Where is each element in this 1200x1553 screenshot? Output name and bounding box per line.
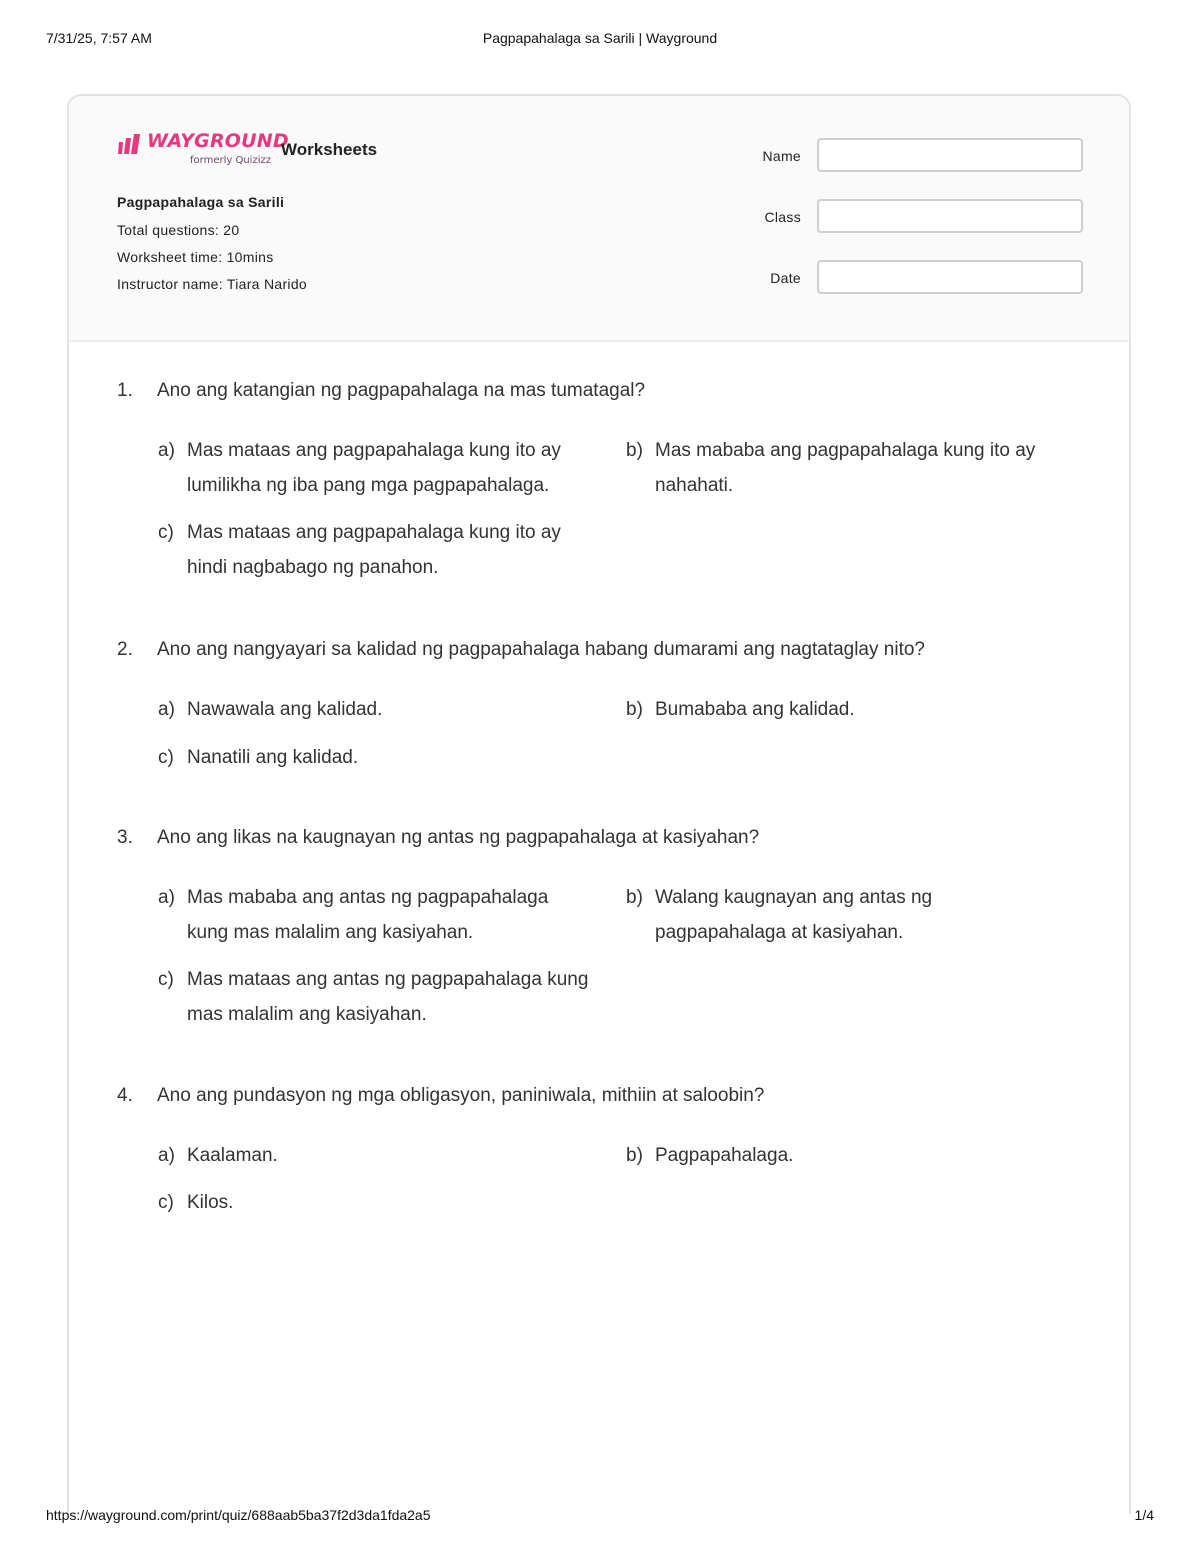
instructor-name: Instructor name: Tiara Narido [117, 276, 307, 292]
option-letter: c) [158, 1192, 174, 1213]
total-questions: Total questions: 20 [117, 222, 240, 238]
worksheet-time: Worksheet time: 10mins [117, 249, 274, 265]
question-number: 3. [117, 827, 133, 848]
wayground-logo-icon [117, 134, 145, 154]
print-footer [46, 1507, 1154, 1527]
question-number: 1. [117, 380, 133, 401]
date-label: Date [770, 270, 801, 286]
option-text: Mas mataas ang antas ng pagpapahalaga kung mas malalim ang kasiyahan. [187, 969, 589, 1025]
question-text: Ano ang pundasyon ng mga obligasyon, paniniwala, mithiin at saloobin? [157, 1085, 765, 1106]
class-field [759, 199, 1085, 235]
page-number: 1/4 [1134, 1507, 1154, 1523]
print-header [46, 30, 1154, 50]
option-letter: b) [626, 1145, 643, 1166]
option-text: Walang kaugnayan ang antas ng pagpapahalaga at kasiyahan. [655, 887, 933, 943]
option-text: Bumababa ang kalidad. [655, 699, 855, 720]
option-letter: c) [158, 522, 174, 543]
option-text: Nanatili ang kalidad. [187, 747, 359, 768]
option-letter: a) [158, 1145, 175, 1166]
option-letter: b) [626, 699, 643, 720]
worksheet-title: Pagpapahalaga sa Sarili [117, 194, 285, 210]
option-letter: a) [158, 887, 175, 908]
question-text: Ano ang katangian ng pagpapahalaga na mas tumatagal? [157, 380, 646, 401]
option-text: Kilos. [187, 1192, 234, 1213]
date-field [759, 260, 1085, 296]
worksheet-header [69, 96, 1129, 342]
option-text: Kaalaman. [187, 1145, 278, 1166]
logo-subtext: formerly Quizizz [190, 155, 271, 166]
class-label: Class [764, 209, 801, 225]
product-name: Worksheets [281, 140, 378, 159]
question-text: Ano ang nangyayari sa kalidad ng pagpapahalaga habang dumarami ang nagtataglay nito? [157, 639, 925, 660]
question-number: 2. [117, 639, 133, 660]
print-datetime: 7/31/25, 7:57 AM [46, 30, 152, 46]
name-field [759, 138, 1085, 174]
option-letter: c) [158, 747, 174, 768]
option-text: Pagpapahalaga. [655, 1145, 794, 1166]
option-letter: a) [158, 440, 175, 461]
name-label: Name [762, 148, 801, 164]
option-text: Mas mataas ang pagpapahalaga kung ito ay lumilikha ng iba pang mga pagpapahalaga. [187, 440, 561, 496]
question-number: 4. [117, 1085, 133, 1106]
option-letter: b) [626, 887, 643, 908]
logo-wordmark: WAYGROUND [147, 130, 289, 152]
class-input[interactable] [817, 199, 1083, 233]
print-page-title: Pagpapahalaga sa Sarili | Wayground [482, 30, 718, 46]
print-url[interactable]: https://wayground.com/print/quiz/688aab5ba37f2d3da1fda2a5 [46, 1507, 431, 1523]
option-text: Mas mataas ang pagpapahalaga kung ito ay hindi nagbabago ng panahon. [187, 522, 561, 578]
date-input[interactable] [817, 260, 1083, 294]
question-text: Ano ang likas na kaugnayan ng antas ng pagpapahalaga at kasiyahan? [157, 827, 760, 848]
option-text: Nawawala ang kalidad. [187, 699, 383, 720]
worksheet-info [117, 194, 307, 303]
option-text: Mas mababa ang pagpapahalaga kung ito ay nahahati. [655, 440, 1036, 496]
name-input[interactable] [817, 138, 1083, 172]
worksheet-card [67, 94, 1131, 1514]
option-text: Mas mababa ang antas ng pagpapahalaga kung mas malalim ang kasiyahan. [187, 887, 549, 943]
option-letter: b) [626, 440, 643, 461]
option-letter: c) [158, 969, 174, 990]
option-letter: a) [158, 699, 175, 720]
